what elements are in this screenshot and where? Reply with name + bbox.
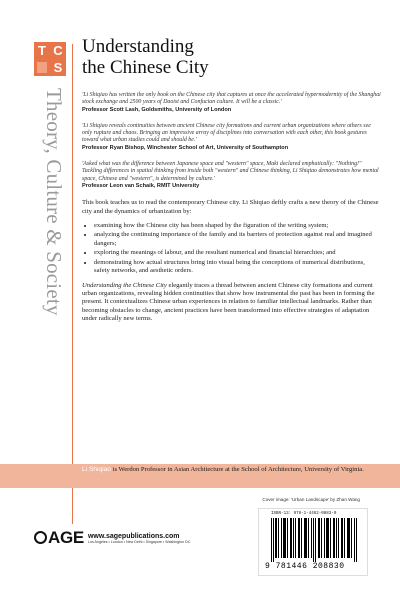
author-bio-text: is Werdon Professor in Asian Architecture at the School of Architecture, University of Virginia. <box>110 466 364 473</box>
barcode-icon <box>271 518 359 562</box>
ean-digits: 9 781446 208830 <box>265 562 345 571</box>
endorsement-attribution: Professor Ryan Bishop, Winchester School of Art, University of Southampton <box>82 144 289 151</box>
back-cover-text <box>82 92 382 330</box>
blurb <box>82 199 382 323</box>
vertical-divider <box>72 44 73 524</box>
series-name: Theory, Culture & Society <box>42 88 66 316</box>
title-line-2: the Chinese City <box>82 57 209 78</box>
blurb-bullet: • demonstrating how actual structures bring into visual being the conceptions of numerical distributions, safety networks, and aesthetic orders. <box>94 259 382 276</box>
sage-logo <box>34 528 84 548</box>
publisher-cities: Los Angeles • London • New Delhi • Singapore • Washington DC <box>87 539 191 544</box>
endorsement-quote: 'Li Shiqiao has written the only book on the Chinese city that captures at once the accelerated hypermodernity of the Shanghai stock exchange and 2500 years of Daoist and Confucian culture. It will be a classic.' <box>82 92 381 106</box>
endorsement-attribution: Professor Scott Lash, Goldsmiths, University of London <box>82 106 232 113</box>
book-title <box>82 36 209 78</box>
blurb-closing-text: elegantly traces a thread between ancient Chinese city formations and current urban organizations, revealing hidden continuities that show how instrumental the past has been in forming the present. It contextualizes Chinese urban experiences in relation to familiar intellectual landmarks. Rather than becoming obstacles to change, ancient practices have been transformed into effective strategies of adaptation under radically new terms. <box>82 281 375 323</box>
logo-square-icon <box>37 62 47 73</box>
publisher-url[interactable]: www.sagepublications.com <box>87 532 180 540</box>
blurb-closing-title: Understanding the Chinese City <box>82 281 167 289</box>
endorsement <box>82 92 382 114</box>
endorsement-quote: 'Li Shiqiao reveals continuities between ancient Chinese city formations and current urban organizations where others see only rupture and chaos. Bringing an impressive array of disciplines into conversation with each other, this book gestures toward what urban studies could and should be.' <box>82 122 371 144</box>
endorsement-quote: 'Asked what was the difference between Japanese space and "western" space, Maki declared emphatically: "Nothing!" Tackling differences in spatial thinking from inside both "western" and Chinese thinking, Li Shiqiao demonstrates how mental space, Chinese and "western", is determined by culture.' <box>82 161 379 182</box>
barcode <box>258 508 368 576</box>
endorsement <box>82 161 382 190</box>
publisher-block <box>34 528 190 548</box>
logo-letter-t: T <box>38 43 46 58</box>
sage-logo-icon <box>34 531 47 544</box>
publisher-info <box>88 533 190 544</box>
author-name: Li Shiqiao <box>82 466 111 473</box>
title-line-1: Understanding <box>82 36 194 57</box>
author-bio <box>82 466 382 474</box>
blurb-bullet-list <box>82 222 382 275</box>
sage-logo-text: AGE <box>48 528 84 547</box>
logo-letter-s: S <box>53 60 63 75</box>
blurb-closing <box>82 282 382 324</box>
logo-letter-c: C <box>53 43 63 58</box>
isbn-number: ISBN-13: 978-1-4462-0883-0 <box>271 512 337 516</box>
cover-image-credit: Cover image: 'Urban Landscape' by Zhan Wang <box>262 497 360 502</box>
endorsement <box>82 123 382 152</box>
tcs-logo <box>34 42 66 76</box>
blurb-bullet: • exploring the meanings of labour, and the resultant numerical and financial hierarchies; and <box>94 249 382 257</box>
blurb-bullet: • examining how the Chinese city has been shaped by the figuration of the writing system; <box>94 222 382 230</box>
endorsement-attribution: Professor Leon van Schaik, RMIT University <box>82 182 200 189</box>
blurb-intro: This book teaches us to read the contemporary Chinese city. Li Shiqiao deftly crafts a new theory of the Chinese city and the dynamics of urbanization by: <box>82 199 379 215</box>
blurb-bullet: • analyzing the continuing importance of the family and its barriers of protection against real and imagined dangers; <box>94 231 382 248</box>
